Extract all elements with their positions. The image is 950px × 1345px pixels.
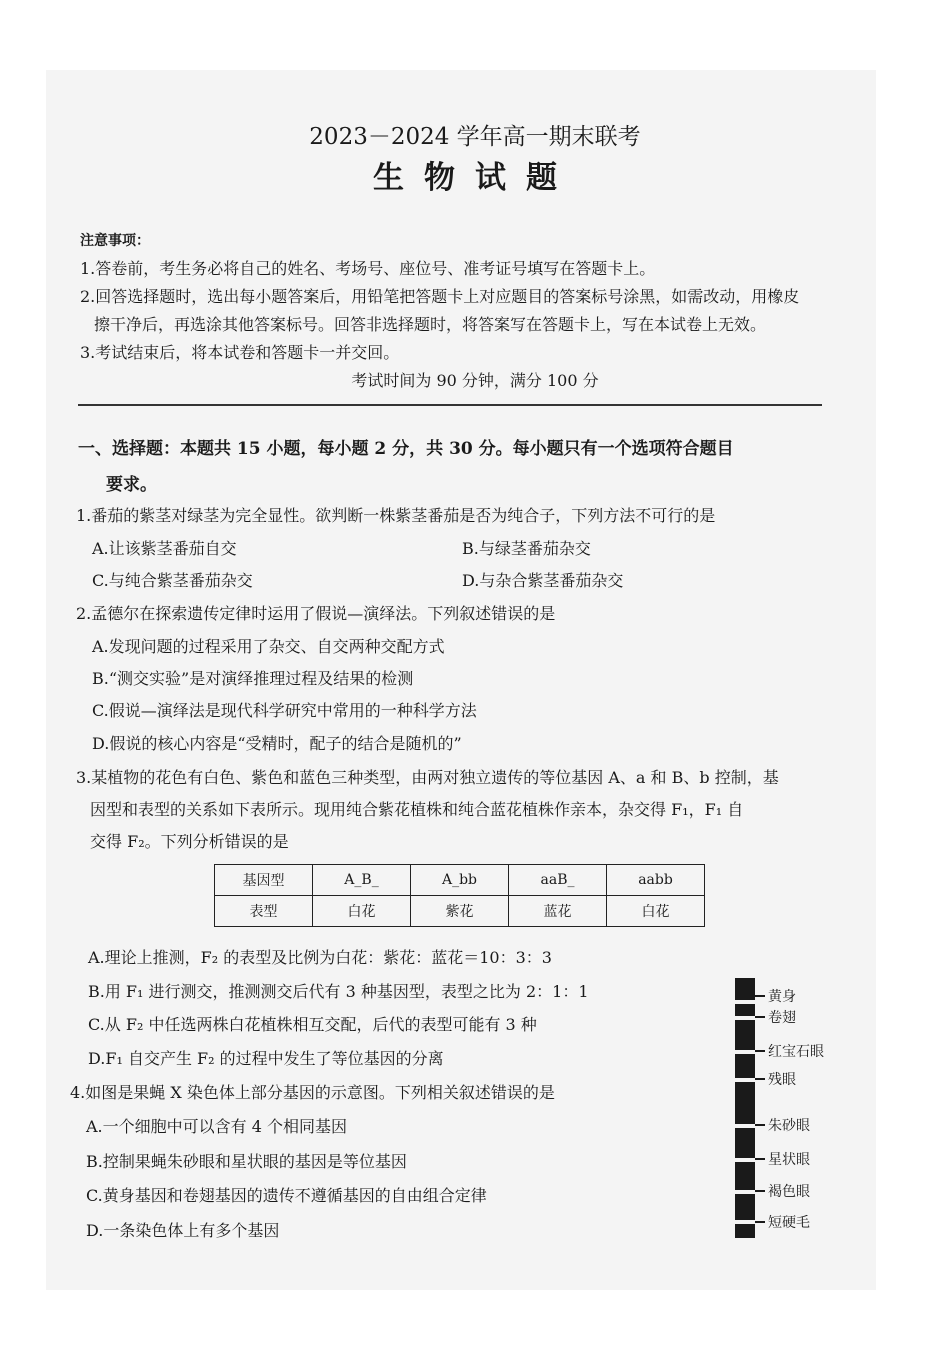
table-cell: 表型: [215, 896, 313, 927]
chromosome-band: [735, 1016, 755, 1020]
gene-marker: [755, 1078, 765, 1080]
table-cell: 白花: [313, 896, 411, 927]
q4-stem: 4.如图是果蝇 X 染色体上部分基因的示意图。下列相关叙述错误的是: [70, 1083, 555, 1102]
q2-option-a: A.发现问题的过程采用了杂交、自交两种交配方式: [92, 637, 445, 656]
gene-marker: [755, 1158, 765, 1160]
q2-option-c: C.假说—演绎法是现代科学研究中常用的一种科学方法: [92, 701, 477, 720]
gene-marker: [755, 995, 765, 997]
genotype-table: [214, 864, 705, 927]
q3-stem-1: 3.某植物的花色有白色、紫色和蓝色三种类型，由两对独立遗传的等位基因 A、a 和 B、b 控制，基: [76, 768, 779, 787]
table-cell: A_bb: [411, 865, 509, 896]
section-heading-cont: 要求。: [106, 475, 157, 495]
q3-stem-2: 因型和表型的关系如下表所示。现用纯合紫花植株和纯合蓝花植株作亲本，杂交得 F₁，F₁ 自: [90, 800, 744, 819]
gene-marker: [755, 1124, 765, 1126]
gene-label-curly-wing: 卷翅: [768, 1010, 796, 1026]
q3-option-a: A.理论上推测，F₂ 的表型及比例为白花：紫花：蓝花＝10：3：3: [88, 948, 552, 967]
chromosome-band: [735, 1158, 755, 1162]
q3-option-c: C.从 F₂ 中任选两株白花植株相互交配，后代的表型可能有 3 种: [88, 1015, 537, 1034]
q1-stem: 1.番茄的紫茎对绿茎为完全显性。欲判断一株紫茎番茄是否为纯合子，下列方法不可行的是: [76, 506, 716, 525]
divider: [78, 404, 822, 406]
chromosome-band: [735, 1124, 755, 1128]
gene-marker: [755, 1016, 765, 1018]
gene-label-ruby-eye: 红宝石眼: [768, 1044, 824, 1060]
gene-label-cinnabar-eye: 朱砂眼: [768, 1118, 810, 1134]
q1-option-a: A.让该紫茎番茄自交: [92, 539, 237, 558]
chromosome-band: [735, 1050, 755, 1054]
table-cell: 基因型: [215, 865, 313, 896]
gene-marker: [755, 1190, 765, 1192]
chromosome-band: [735, 1000, 755, 1004]
section-heading: 一、选择题：本题共 15 小题，每小题 2 分，共 30 分。每小题只有一个选项符合题目: [78, 439, 734, 459]
exam-time: 考试时间为 90 分钟，满分 100 分: [351, 371, 599, 390]
table-row-phenotype: [215, 896, 705, 927]
notice-item-2-cont: 擦干净后，再选涂其他答案标号。回答非选择题时，将答案写在答题卡上，写在本试卷上无效。: [94, 315, 767, 334]
table-cell: 蓝花: [509, 896, 607, 927]
chromosome-band: [735, 1220, 755, 1224]
q2-option-b: B.“测交实验”是对演绎推理过程及结果的检测: [92, 669, 414, 688]
q4-option-c: C.黄身基因和卷翅基因的遗传不遵循基因的自由组合定律: [86, 1186, 487, 1205]
gene-label-star-eye: 星状眼: [768, 1152, 810, 1168]
table-cell: aaB_: [509, 865, 607, 896]
table-cell: 白花: [607, 896, 705, 927]
q3-option-b: B.用 F₁ 进行测交，推测测交后代有 3 种基因型，表型之比为 2：1：1: [88, 982, 589, 1001]
gene-marker: [755, 1221, 765, 1223]
subject-title: 生物试题: [373, 160, 577, 196]
chromosome-band: [735, 1078, 755, 1082]
notice-item-1: 1.答卷前，考生务必将自己的姓名、考场号、座位号、准考证号填写在答题卡上。: [80, 259, 656, 278]
table-row-genotype: [215, 865, 705, 896]
notice-item-3: 3.考试结束后，将本试卷和答题卡一并交回。: [80, 343, 400, 362]
q2-stem: 2.孟德尔在探索遗传定律时运用了假说—演绎法。下列叙述错误的是: [76, 604, 556, 623]
q4-option-a: A.一个细胞中可以含有 4 个相同基因: [86, 1117, 347, 1136]
q1-option-d: D.与杂合紫茎番茄杂交: [462, 571, 624, 590]
gene-label-short-bristle: 短硬毛: [768, 1215, 810, 1231]
q3-option-d: D.F₁ 自交产生 F₂ 的过程中发生了等位基因的分离: [88, 1049, 444, 1068]
gene-label-vestigial-eye: 残眼: [768, 1072, 796, 1088]
gene-label-brown-eye: 褐色眼: [768, 1184, 810, 1200]
q4-option-d: D.一条染色体上有多个基因: [86, 1221, 280, 1240]
chromosome-band: [735, 1190, 755, 1194]
q1-option-b: B.与绿茎番茄杂交: [462, 539, 591, 558]
q2-option-d: D.假说的核心内容是“受精时，配子的结合是随机的”: [92, 734, 462, 753]
exam-title: 2023－2024 学年高一期末联考: [309, 124, 641, 150]
gene-marker: [755, 1050, 765, 1052]
notice-item-2: 2.回答选择题时，选出每小题答案后，用铅笔把答题卡上对应题目的答案标号涂黑，如需改动，用橡皮: [80, 287, 800, 306]
gene-label-yellow-body: 黄身: [768, 989, 796, 1005]
table-cell: A_B_: [313, 865, 411, 896]
q1-option-c: C.与纯合紫茎番茄杂交: [92, 571, 253, 590]
q4-option-b: B.控制果蝇朱砂眼和星状眼的基因是等位基因: [86, 1152, 407, 1171]
table-cell: 紫花: [411, 896, 509, 927]
q3-stem-3: 交得 F₂。下列分析错误的是: [90, 832, 289, 851]
notice-heading: 注意事项：: [80, 233, 150, 249]
table-cell: aabb: [607, 865, 705, 896]
